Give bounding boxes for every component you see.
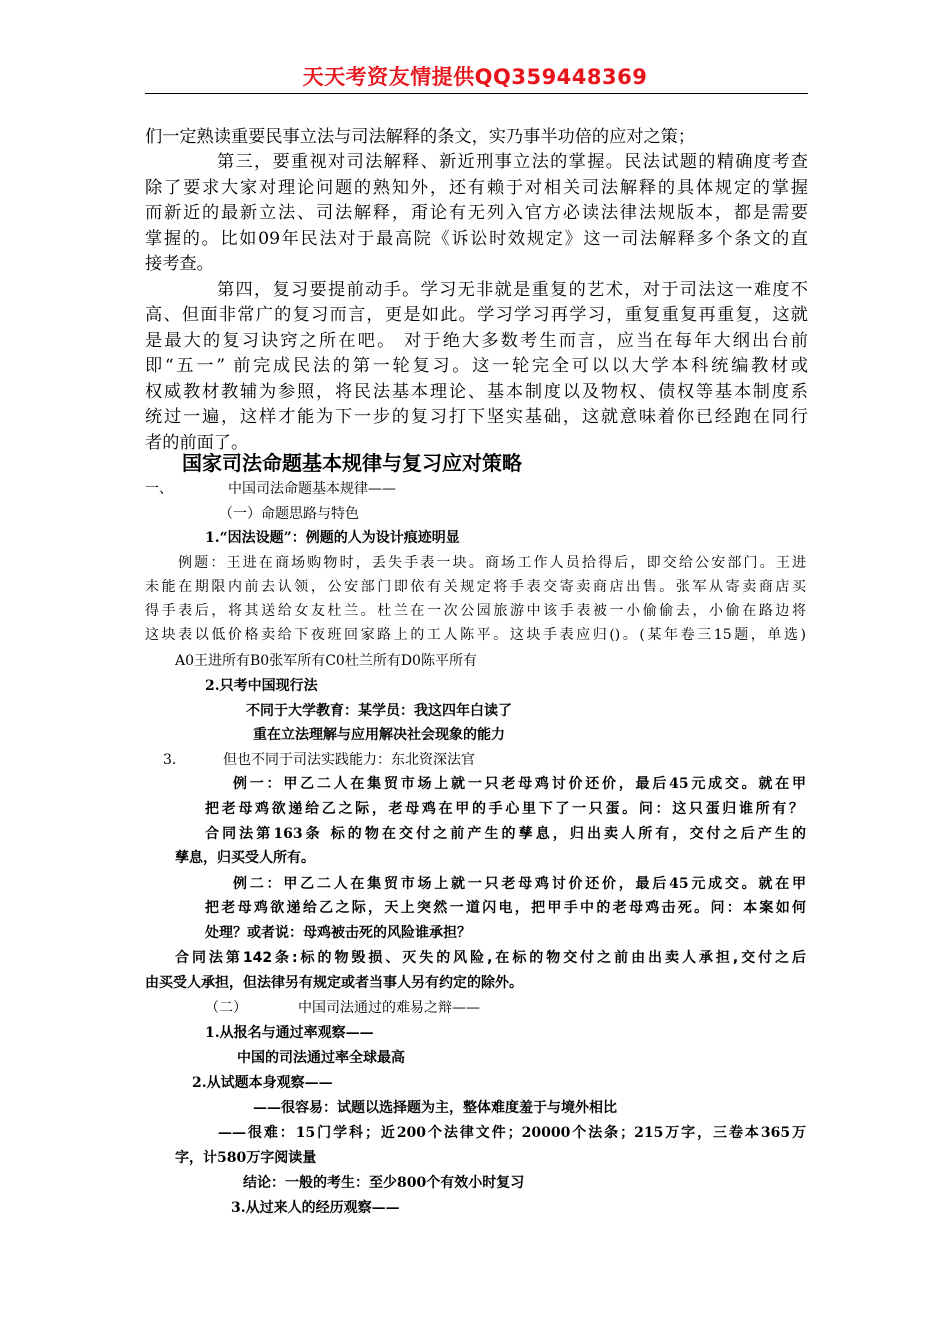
paragraph-line: 掌握的。比如09年民法对于最高院《诉讼时效规定》这一司法解释多个条文的直	[145, 229, 808, 249]
paragraph-line: 是最大的复习诀窍之所在吧。 对于绝大多数考生而言，应当在每年大纲出台前	[145, 331, 808, 351]
item-title: 2.只考中国现行法	[205, 678, 318, 694]
section-title: 国家司法命题基本规律与复习应对策略	[182, 451, 522, 475]
paragraph-line: 而新近的最新立法、司法解释，甭论有无列入官方必读法律法规版本，都是需要	[145, 203, 808, 223]
example-line: 孳息，归买受人所有。	[175, 850, 315, 866]
item-line: ——很容易：试题以选择题为主，整体难度羞于与境外相比	[253, 1100, 617, 1116]
item-line: 重在立法理解与应用解决社会现象的能力	[253, 727, 505, 743]
answer-options: A0王进所有B0张军所有C0杜兰所有D0陈平所有	[175, 653, 477, 669]
paragraph-line: 除了要求大家对理论问题的熟知外，还有赖于对相关司法解释的具体规定的掌握	[145, 178, 808, 198]
example-line: 把老母鸡欲递给乙之际，老母鸡在甲的手心里下了一只蛋。问：这只蛋归谁所有？	[205, 801, 803, 817]
header-watermark: 天天考资友情提供QQ359448369	[302, 65, 648, 89]
item-title: 1.“因法设题”：例题的人为设计痕迹明显	[205, 530, 460, 546]
example-line: 例题：王进在商场购物时，丢失手表一块。商场工作人员拾得后，即交给公安部门。王进	[178, 555, 806, 571]
paragraph-line: 统过一遍，这样才能为下一步的复习打下坚实基础，这就意味着你已经跑在同行	[145, 407, 808, 427]
list-heading: 中国司法命题基本规律——	[228, 481, 396, 497]
example-line: 例二：甲乙二人在集贸市场上就一只老母鸡讨价还价，最后45元成交。就在甲	[233, 876, 806, 892]
example-line: 例一：甲乙二人在集贸市场上就一只老母鸡讨价还价，最后45元成交。就在甲	[233, 776, 806, 792]
paragraph-line: 高、但面非常广的复习而言，更是如此。学习学习再学习，重复重复再重复，这就	[145, 305, 808, 325]
law-line: 合同法第142条:标的物毁损、灭失的风险,在标的物交付之前由出卖人承担,交付之后	[175, 950, 806, 966]
item-line: 不同于大学教育：某学员：我这四年白读了	[246, 703, 512, 719]
paragraph-line: 即“五一” 前完成民法的第一轮复习。这一轮完全可以以大学本科统编教材或	[145, 356, 808, 376]
example-line: 这块表以低价格卖给下夜班回家路上的工人陈平。这块手表应归()。(某年卷三15题，单选)	[145, 627, 806, 643]
paragraph-line: 者的前面了。	[145, 433, 249, 453]
item-title: 3.从过来人的经历观察——	[231, 1200, 400, 1216]
conclusion-line: 结论：一般的考生：至少800个有效小时复习	[243, 1175, 525, 1191]
item-line: 字，计580万字阅读量	[175, 1150, 317, 1166]
item-line: 但也不同于司法实践能力：东北资深法官	[223, 752, 475, 768]
paragraph-line: 接考查。	[145, 254, 214, 274]
item-title: 2.从试题本身观察——	[192, 1075, 333, 1091]
paragraph-line: 们一定熟读重要民事立法与司法解释的条文，实乃事半功倍的应对之策；	[145, 127, 696, 147]
example-line: 未能在期限内前去认领，公安部门即依有关规定将手表交寄卖商店出售。张军从寄卖商店买	[145, 579, 806, 595]
item-line: ——很难：15门学科；近200个法律文件；20000个法条；215万字，三卷本365万	[218, 1125, 806, 1141]
paragraph-line: 第四，复习要提前动手。学习无非就是重复的艺术，对于司法这一难度不	[217, 280, 808, 300]
list-number: 3.	[163, 752, 177, 768]
law-line: 由买受人承担，但法律另有规定或者当事人另有约定的除外。	[145, 975, 523, 991]
example-line: 把老母鸡欲递给乙之际，天上突然一道闪电，把甲手中的老母鸡击死。问：本案如何	[205, 900, 806, 916]
example-line: 处理？或者说：母鸡被击死的风险谁承担？	[205, 925, 471, 941]
subsection-title: （一）命题思路与特色	[219, 506, 359, 522]
paragraph-line: 权威教材教辅为参照，将民法基本理论、基本制度以及物权、债权等基本制度系	[145, 382, 808, 402]
header-divider	[145, 93, 808, 94]
item-title: 1.从报名与通过率观察——	[205, 1025, 374, 1041]
subsection-title: 中国司法通过的难易之辩——	[298, 1000, 480, 1016]
example-line: 合同法第163条 标的物在交付之前产生的孳息，归出卖人所有，交付之后产生的	[205, 826, 806, 842]
list-number: （二）	[205, 1000, 247, 1016]
example-line: 得手表后，将其送给女友杜兰。杜兰在一次公园旅游中该手表被一小偷偷去，小偷在路边将	[145, 603, 806, 619]
list-number: 一、	[145, 481, 173, 497]
paragraph-line: 第三，要重视对司法解释、新近刑事立法的掌握。民法试题的精确度考查	[217, 152, 808, 172]
item-line: 中国的司法通过率全球最高	[237, 1050, 405, 1066]
